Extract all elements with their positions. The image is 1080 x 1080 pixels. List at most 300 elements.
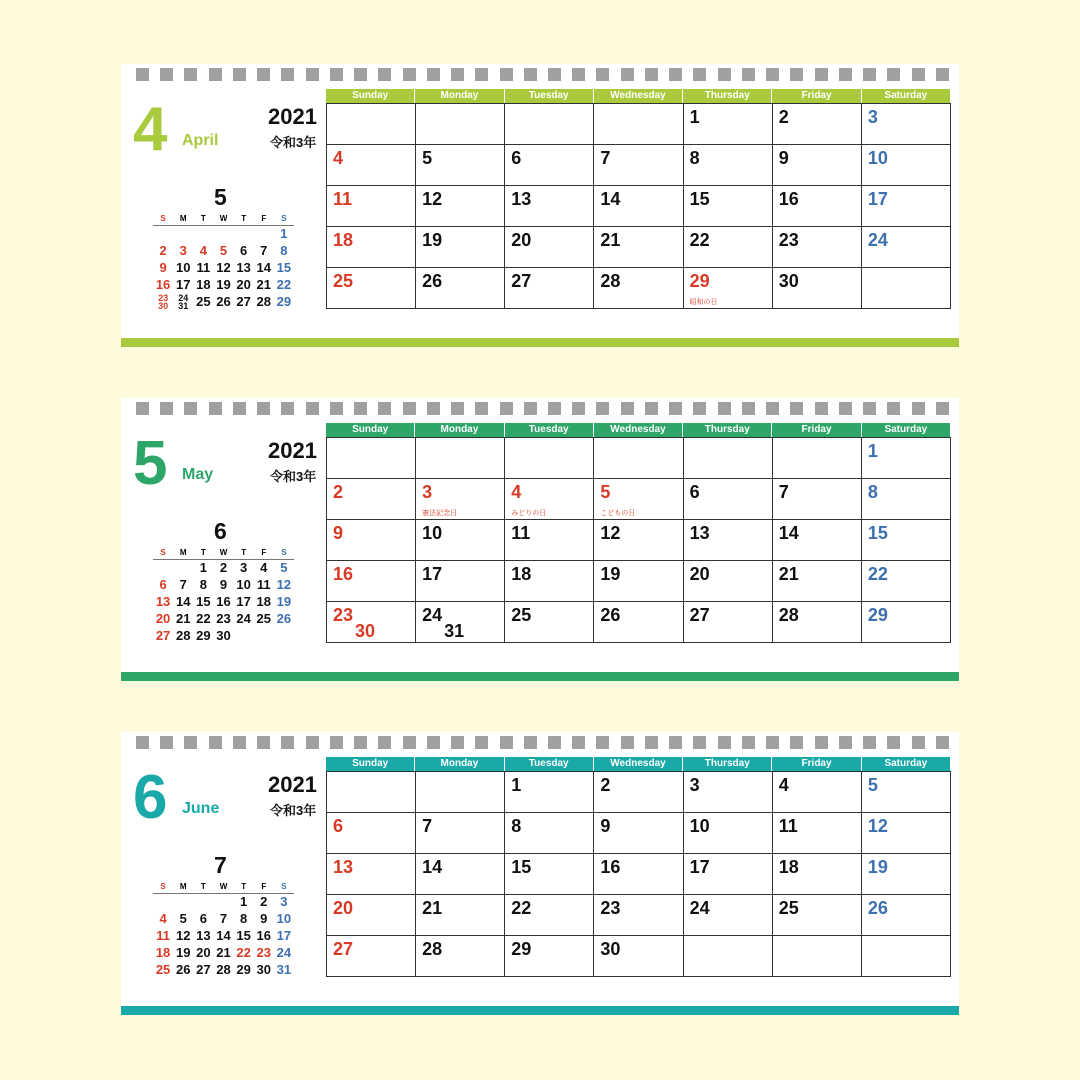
mini-day: 4 (199, 243, 207, 258)
empty-cell (327, 104, 416, 145)
mini-day: 18 (155, 945, 171, 960)
day-number: 10 (867, 148, 888, 168)
binding-ring (306, 402, 319, 415)
day-number: 16 (600, 857, 621, 877)
mini-day: 27 (236, 294, 251, 309)
day-cell (773, 895, 862, 936)
month-name: April (182, 132, 219, 149)
day-cell (594, 186, 683, 227)
mini-day: 1 (280, 226, 288, 241)
day-cell (505, 561, 594, 602)
next-month-number: 5 (214, 184, 227, 210)
binding-ring (354, 736, 367, 749)
binding-ring (839, 402, 852, 415)
binding-ring (500, 402, 513, 415)
binding-ring (184, 68, 197, 81)
day-cell (862, 895, 951, 936)
mini-weekday-label: M (179, 548, 187, 557)
day-cell (773, 561, 862, 602)
mini-day: 23 30 (158, 293, 169, 311)
day-number: 12 (422, 189, 443, 209)
mini-day: 9 (260, 911, 268, 926)
day-cell (862, 186, 951, 227)
mini-day: 26 (216, 294, 231, 309)
day-cells (326, 103, 951, 309)
mini-day: 21 (216, 945, 231, 960)
mini-day: 2 (159, 243, 167, 258)
day-number: 15 (511, 857, 532, 877)
day-cell (594, 813, 683, 854)
weekday-label: Wednesday (594, 423, 683, 437)
binding-ring (209, 68, 222, 81)
day-number: 1 (867, 441, 878, 461)
mini-day: 14 (256, 260, 271, 275)
binding-ring (863, 736, 876, 749)
empty-cell (594, 104, 683, 145)
mini-day: 13 (196, 928, 211, 943)
binding-ring (233, 68, 246, 81)
binding-ring (621, 736, 634, 749)
mini-day: 25 (155, 962, 171, 977)
mini-weekday-label: T (200, 882, 206, 891)
mini-calendar (153, 559, 294, 644)
day-number: 17 (422, 564, 443, 584)
mini-weekday-label: S (281, 882, 287, 891)
mini-day: 3 (240, 560, 248, 575)
day-number: 28 (600, 271, 621, 291)
binding-ring (451, 736, 464, 749)
binding-ring (378, 402, 391, 415)
binding-ring (936, 736, 949, 749)
day-number: 14 (778, 523, 799, 543)
day-cell (684, 895, 773, 936)
day-cell (594, 145, 683, 186)
day-number: 25 (511, 605, 532, 625)
binding-ring (160, 68, 173, 81)
day-cell (773, 854, 862, 895)
accent-bar (121, 672, 959, 681)
weekday-label: Thursday (683, 423, 772, 437)
day-number: 12 (867, 816, 888, 836)
mini-day: 2 (219, 560, 228, 575)
day-cell (416, 145, 505, 186)
weekday-header (326, 757, 951, 771)
binding-ring (693, 68, 706, 81)
day-number: 4 (511, 482, 522, 502)
mini-day: 2 (260, 894, 268, 909)
day-number: 8 (867, 482, 878, 502)
day-number: 18 (778, 857, 799, 877)
day-number: 10 (689, 816, 710, 836)
day-number: 16 (778, 189, 799, 209)
mini-empty-day (173, 893, 193, 910)
mini-day: 13 (236, 260, 251, 275)
day-cell (862, 104, 951, 145)
binding-ring (863, 68, 876, 81)
day-cell (327, 520, 416, 561)
binding-ring (281, 68, 294, 81)
day-number: 7 (778, 482, 789, 502)
day-cell (505, 520, 594, 561)
mini-empty-day (254, 225, 274, 242)
day-number: 11 (511, 523, 531, 543)
binding-ring (548, 402, 561, 415)
binding-ring (912, 402, 925, 415)
holiday-label: 憲法記念日 (422, 510, 458, 517)
day-number: 5 (600, 482, 611, 502)
mini-day: 17 (276, 928, 292, 943)
mini-day: 28 (256, 294, 271, 309)
mini-day: 7 (219, 911, 228, 926)
binding-ring (912, 68, 925, 81)
mini-day: 19 (216, 277, 231, 292)
day-cell (416, 602, 505, 643)
binding-ring (184, 402, 197, 415)
day-cell (684, 813, 773, 854)
mini-day: 11 (256, 577, 271, 592)
day-number: 1 (511, 775, 522, 795)
day-cell (684, 104, 773, 145)
weekday-label: Monday (415, 757, 504, 771)
day-cell (505, 813, 594, 854)
binding-ring (475, 402, 488, 415)
day-cell (862, 772, 951, 813)
mini-day: 15 (276, 260, 292, 275)
mini-day: 24 (236, 611, 251, 626)
day-number: 24 (689, 898, 710, 918)
empty-cell (505, 104, 594, 145)
mini-day: 17 (175, 277, 191, 292)
binding-ring (887, 68, 900, 81)
day-cell (505, 479, 594, 520)
weekday-label: Saturday (862, 757, 951, 771)
day-number: 18 (333, 230, 354, 250)
day-cell (594, 268, 683, 309)
day-cell (327, 895, 416, 936)
mini-weekday-label: S (281, 548, 287, 557)
mini-day: 9 (219, 577, 228, 592)
weekday-header (326, 89, 951, 103)
mini-empty-day (213, 893, 233, 910)
day-cell (684, 186, 773, 227)
day-number: 9 (600, 816, 611, 836)
day-cell (862, 227, 951, 268)
mini-day: 30 (216, 628, 231, 643)
mini-weekday-label: T (200, 548, 206, 557)
day-cell (505, 772, 594, 813)
binding-ring (233, 402, 246, 415)
weekday-label: Friday (772, 757, 861, 771)
binding-ring (693, 736, 706, 749)
mini-empty-day (173, 225, 193, 242)
mini-day: 3 (179, 243, 187, 258)
day-cell (862, 479, 951, 520)
year-label: 2021 (268, 104, 317, 129)
day-number: 24 (867, 230, 888, 250)
binding-ring (839, 736, 852, 749)
day-number: 19 (422, 230, 443, 250)
month-number: 4 (133, 95, 168, 164)
binding-ring (936, 402, 949, 415)
mini-day: 25 (196, 294, 211, 309)
mini-day: 19 (175, 945, 191, 960)
empty-cell (773, 438, 862, 479)
day-number: 11 (333, 189, 353, 209)
day-cell (327, 479, 416, 520)
binding-ring (160, 736, 173, 749)
mini-day: 11 (196, 260, 211, 275)
day-number: 21 (600, 230, 621, 250)
day-number: 22 (511, 898, 532, 918)
day-number: 18 (511, 564, 532, 584)
binding-ring (572, 402, 585, 415)
month-number: 6 (133, 763, 168, 832)
weekday-label: Sunday (326, 89, 415, 103)
binding-ring (718, 736, 731, 749)
day-cell (416, 561, 505, 602)
binding-ring (354, 68, 367, 81)
mini-day: 16 (256, 928, 271, 943)
binding-rings (136, 736, 949, 749)
day-cell (684, 227, 773, 268)
mini-day: 18 (196, 277, 211, 292)
mini-day: 8 (199, 577, 207, 592)
day-cell (416, 479, 505, 520)
empty-cell (416, 438, 505, 479)
day-number: 22 (689, 230, 710, 250)
day-cell (773, 104, 862, 145)
mini-calendar (153, 225, 294, 310)
mini-day: 5 (219, 243, 228, 258)
holiday-label: みどりの日 (511, 510, 547, 517)
mini-day: 14 (175, 594, 191, 609)
weekday-label: Saturday (862, 423, 951, 437)
weekday-label: Wednesday (594, 89, 683, 103)
mini-day: 25 (256, 611, 271, 626)
day-cell (862, 438, 951, 479)
mini-day: 11 (156, 928, 170, 943)
day-cell (773, 479, 862, 520)
empty-cell (505, 438, 594, 479)
day-cell (773, 520, 862, 561)
day-cell (684, 602, 773, 643)
mini-empty-day (213, 225, 233, 242)
day-number: 21 (778, 564, 799, 584)
month-grid (326, 757, 951, 977)
weekday-label: Thursday (683, 89, 772, 103)
binding-ring (451, 68, 464, 81)
binding-ring (209, 402, 222, 415)
day-cell (327, 813, 416, 854)
binding-ring (742, 736, 755, 749)
day-number: 23 (600, 898, 621, 918)
mini-day: 12 (276, 577, 292, 592)
day-cell (594, 854, 683, 895)
binding-ring (403, 736, 416, 749)
binding-ring (427, 402, 440, 415)
binding-ring (160, 402, 173, 415)
accent-bar (121, 1006, 959, 1015)
day-cell (773, 227, 862, 268)
mini-day: 28 (216, 962, 231, 977)
day-number-merged: 31 (444, 621, 465, 641)
day-number: 13 (333, 857, 354, 877)
weekday-label: Friday (772, 89, 861, 103)
mini-day: 6 (199, 911, 207, 926)
mini-day: 29 (196, 628, 211, 643)
binding-ring (572, 736, 585, 749)
day-number: 23 (778, 230, 799, 250)
mini-day: 15 (236, 928, 251, 943)
mini-day: 27 (155, 628, 171, 643)
day-number: 19 (867, 857, 888, 877)
day-cell (594, 936, 683, 977)
binding-ring (887, 402, 900, 415)
empty-cell (862, 268, 951, 309)
mini-weekday-label: S (160, 882, 166, 891)
day-number: 27 (333, 939, 354, 959)
binding-ring (281, 402, 294, 415)
day-number: 26 (867, 898, 888, 918)
day-cell (416, 895, 505, 936)
mini-day: 14 (216, 928, 231, 943)
day-number: 15 (689, 189, 710, 209)
day-number: 7 (600, 148, 611, 168)
day-number: 13 (511, 189, 532, 209)
mini-day: 21 (175, 611, 191, 626)
binding-rings (136, 68, 949, 81)
day-cell (684, 479, 773, 520)
empty-cell (773, 936, 862, 977)
binding-ring (136, 68, 149, 81)
day-cell (416, 813, 505, 854)
mini-day: 1 (199, 560, 207, 575)
weekday-label: Friday (772, 423, 861, 437)
day-number: 4 (333, 148, 344, 168)
binding-ring (330, 402, 343, 415)
mini-empty-day (234, 225, 254, 242)
day-number: 8 (689, 148, 700, 168)
day-number: 6 (511, 148, 522, 168)
holiday-label: こどもの日 (600, 510, 636, 517)
day-number: 6 (333, 816, 344, 836)
era-label: 令和3年 (270, 135, 317, 150)
binding-ring (645, 736, 658, 749)
mini-empty-day (153, 559, 173, 576)
day-number: 5 (867, 775, 878, 795)
day-cell (505, 227, 594, 268)
mini-day: 23 (256, 945, 271, 960)
day-cell (327, 602, 416, 643)
binding-ring (233, 736, 246, 749)
month-name: June (182, 800, 220, 817)
binding-ring (475, 68, 488, 81)
binding-ring (572, 68, 585, 81)
mini-weekday-label: M (179, 214, 187, 223)
day-cell (862, 602, 951, 643)
binding-rings (136, 402, 949, 415)
mini-day: 24 (276, 945, 292, 960)
binding-ring (306, 68, 319, 81)
binding-ring (330, 68, 343, 81)
mini-day: 24 31 (178, 293, 189, 311)
day-cell (773, 772, 862, 813)
day-cell (773, 145, 862, 186)
day-number: 21 (422, 898, 443, 918)
day-number: 3 (422, 482, 433, 502)
binding-ring (378, 68, 391, 81)
day-number: 2 (778, 107, 789, 127)
day-cells (326, 437, 951, 643)
day-number: 3 (689, 775, 700, 795)
mini-weekday-label: S (160, 548, 166, 557)
day-number: 17 (689, 857, 710, 877)
binding-ring (257, 402, 270, 415)
day-cell (684, 520, 773, 561)
binding-ring (815, 68, 828, 81)
mini-day: 5 (179, 911, 187, 926)
binding-ring (596, 736, 609, 749)
day-cell (327, 186, 416, 227)
day-number: 25 (333, 271, 354, 291)
binding-ring (451, 402, 464, 415)
binding-ring (500, 68, 513, 81)
weekday-label: Sunday (326, 757, 415, 771)
day-number: 22 (867, 564, 888, 584)
day-cell (327, 936, 416, 977)
day-cell (684, 268, 773, 309)
day-number: 3 (867, 107, 878, 127)
day-number: 28 (778, 605, 799, 625)
mini-day: 5 (280, 560, 288, 575)
day-cell (862, 520, 951, 561)
binding-ring (645, 68, 658, 81)
mini-day: 8 (240, 911, 248, 926)
mini-day: 23 (216, 611, 231, 626)
day-number: 30 (600, 939, 621, 959)
binding-ring (306, 736, 319, 749)
month-panel (121, 398, 959, 681)
day-cell (416, 854, 505, 895)
mini-day: 26 (175, 962, 191, 977)
day-cell (594, 602, 683, 643)
mini-day: 4 (159, 911, 167, 926)
mini-weekday-label: F (261, 548, 267, 557)
day-number: 29 (511, 939, 532, 959)
day-cell (862, 854, 951, 895)
mini-empty-day (153, 225, 173, 242)
mini-day: 7 (179, 577, 187, 592)
binding-ring (524, 736, 537, 749)
weekday-label: Tuesday (505, 757, 594, 771)
day-cell (505, 602, 594, 643)
binding-ring (742, 68, 755, 81)
day-cell (327, 561, 416, 602)
binding-ring (766, 736, 779, 749)
binding-ring (281, 736, 294, 749)
mini-day: 16 (155, 277, 171, 292)
day-number: 4 (778, 775, 789, 795)
next-month-number: 6 (214, 518, 227, 544)
day-number: 7 (422, 816, 433, 836)
mini-day: 12 (175, 928, 191, 943)
binding-ring (596, 68, 609, 81)
mini-day: 10 (276, 911, 292, 926)
mini-weekday-label: T (241, 882, 247, 891)
day-number: 20 (333, 898, 354, 918)
binding-ring (548, 68, 561, 81)
binding-ring (548, 736, 561, 749)
